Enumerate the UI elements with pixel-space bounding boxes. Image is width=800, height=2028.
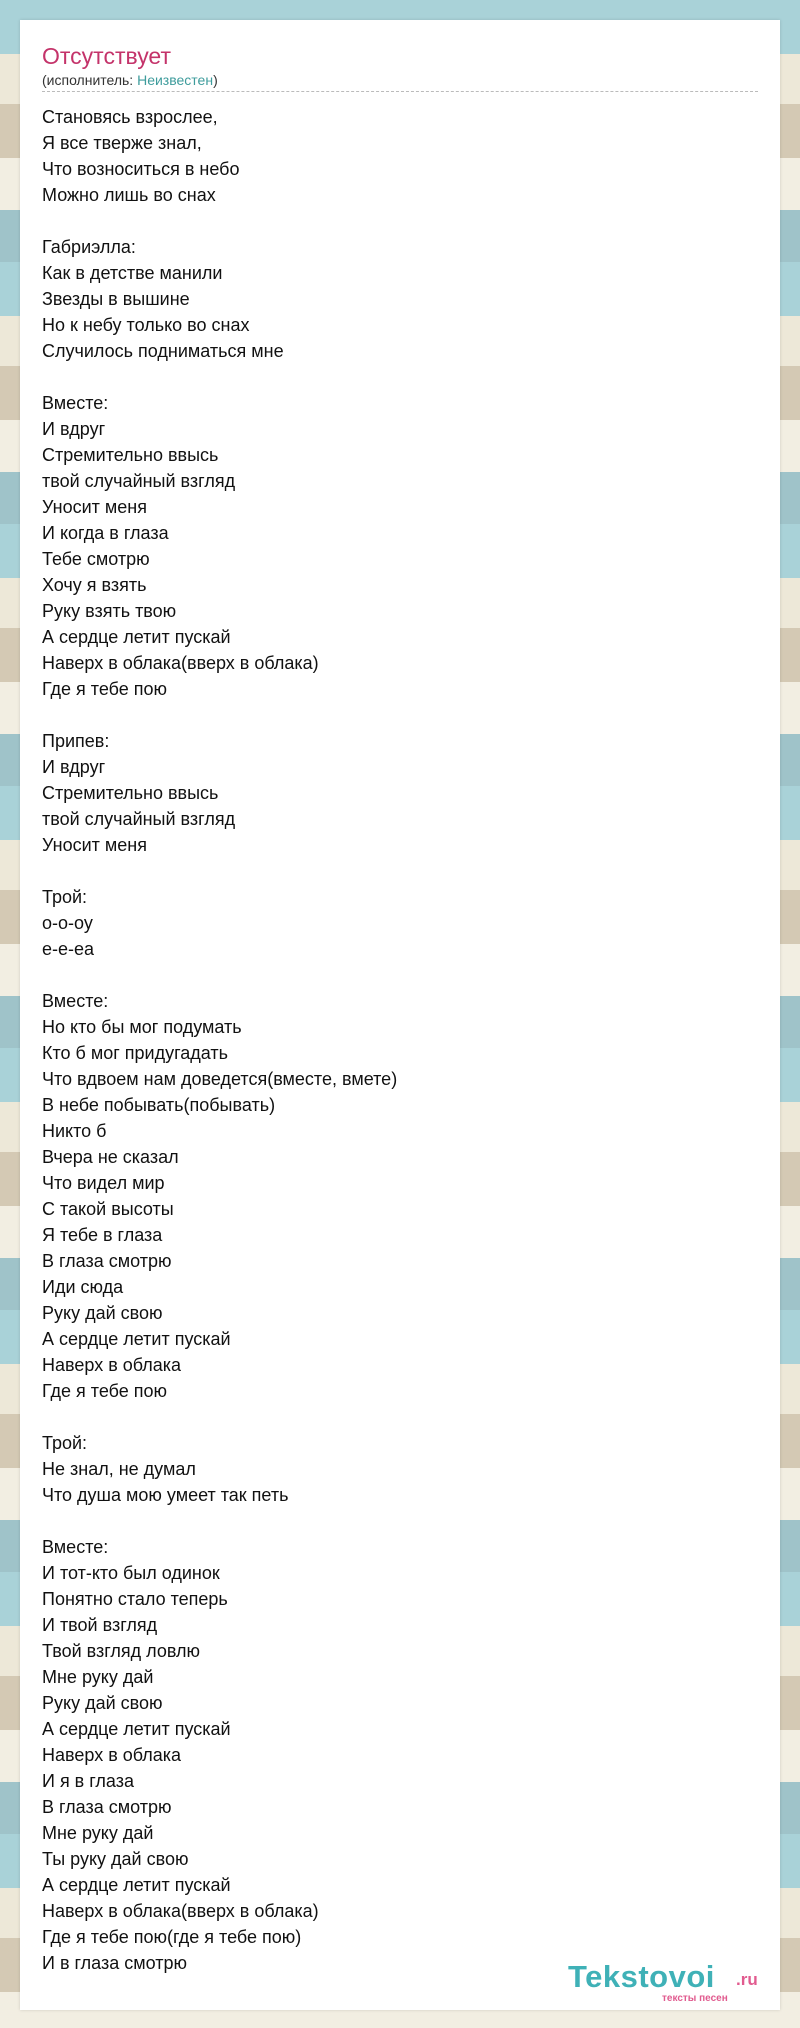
lyrics-blank-line: [42, 364, 758, 390]
lyrics-line: Что вдвоем нам доведется(вместе, вмете): [42, 1069, 398, 1089]
lyrics-line: Уносит меня: [42, 497, 147, 517]
lyrics-blank-line: [42, 208, 758, 234]
lyrics-line: е-е-еа: [42, 939, 95, 959]
lyrics-line: Мне руку дай: [42, 1667, 154, 1687]
lyrics-line: А сердце летит пускай: [42, 1719, 231, 1739]
lyrics-line: Ты руку дай свою: [42, 1849, 189, 1869]
logo-tagline: тексты песен: [662, 1993, 728, 2004]
lyrics-line: Наверх в облака: [42, 1745, 182, 1765]
lyrics-line: Наверх в облака(вверх в облака): [42, 1901, 319, 1921]
lyrics-line: Можно лишь во снах: [42, 185, 216, 205]
lyrics-line: Я тебе в глаза: [42, 1225, 163, 1245]
lyrics-card: [20, 20, 780, 2010]
lyrics-line: Кто б мог придугадать: [42, 1043, 229, 1063]
lyrics-line: Где я тебе пою(где я тебе пою): [42, 1927, 302, 1947]
lyrics-blank-line: [42, 858, 758, 884]
lyrics-line: Где я тебе пою: [42, 1381, 168, 1401]
lyrics-line: Не знал, не думал: [42, 1459, 196, 1479]
lyrics-line: Что возноситься в небо: [42, 159, 240, 179]
lyrics-line: Стремительно ввысь: [42, 783, 219, 803]
lyrics-line: В небе побывать(побывать): [42, 1095, 276, 1115]
lyrics-line: В глаза смотрю: [42, 1797, 172, 1817]
lyrics-line: Наверх в облака(вверх в облака): [42, 653, 319, 673]
lyrics-line: И вдруг: [42, 419, 106, 439]
artist-prefix: (исполнитель:: [42, 72, 138, 88]
title-divider: [42, 91, 758, 92]
lyrics-line: Твой взгляд ловлю: [42, 1641, 201, 1661]
lyrics-blank-line: [42, 1508, 758, 1534]
lyrics-line: Случилось подниматься мне: [42, 341, 284, 361]
lyrics-line: И твой взгляд: [42, 1615, 158, 1635]
artist-line: [42, 71, 218, 89]
lyrics-line: Иди сюда: [42, 1277, 124, 1297]
lyrics-line: Габриэлла:: [42, 237, 136, 257]
lyrics-line: Как в детстве манили: [42, 263, 223, 283]
lyrics-blank-line: [42, 702, 758, 728]
artist-suffix: ): [213, 72, 218, 88]
lyrics-line: И вдруг: [42, 757, 106, 777]
lyrics-line: А сердце летит пускай: [42, 1329, 231, 1349]
lyrics-blank-line: [42, 1404, 758, 1430]
lyrics-line: Трой:: [42, 1433, 88, 1453]
lyrics-line: И когда в глаза: [42, 523, 169, 543]
lyrics-line: Но кто бы мог подумать: [42, 1017, 242, 1037]
lyrics-line: Я все тверже знал,: [42, 133, 202, 153]
lyrics-line: Наверх в облака: [42, 1355, 182, 1375]
lyrics-line: Руку дай свою: [42, 1303, 163, 1323]
lyrics-line: В глаза смотрю: [42, 1251, 172, 1271]
lyrics-line: Что душа мою умеет так петь: [42, 1485, 289, 1505]
lyrics-line: Звезды в вышине: [42, 289, 190, 309]
lyrics-line: Вместе:: [42, 393, 109, 413]
lyrics-line: А сердце летит пускай: [42, 1875, 231, 1895]
lyrics-line: Тебе смотрю: [42, 549, 150, 569]
lyrics-line: Вместе:: [42, 1537, 109, 1557]
lyrics-line: И я в глаза: [42, 1771, 134, 1791]
lyrics-line: Никто б: [42, 1121, 107, 1141]
lyrics-line: И тот-кто был одинок: [42, 1563, 220, 1583]
lyrics-line: Где я тебе пою: [42, 679, 168, 699]
lyrics-line: Мне руку дай: [42, 1823, 154, 1843]
site-logo[interactable]: [568, 1960, 776, 2006]
lyrics-line: С такой высоты: [42, 1199, 174, 1219]
lyrics-line: Вчера не сказал: [42, 1147, 179, 1167]
lyrics-line: Трой:: [42, 887, 88, 907]
lyrics-line: Вместе:: [42, 991, 109, 1011]
artist-link[interactable]: Неизвестен: [137, 72, 214, 88]
lyrics-blank-line: [42, 962, 758, 988]
lyrics-line: Стремительно ввысь: [42, 445, 219, 465]
lyrics-line: Но к небу только во снах: [42, 315, 250, 335]
lyrics-line: И в глаза смотрю: [42, 1953, 187, 1973]
lyrics-line: твой случайный взгляд: [42, 809, 236, 829]
logo-tld: .ru: [736, 1970, 758, 1989]
song-title: Отсутствует: [42, 43, 171, 69]
lyrics-line: Что видел мир: [42, 1173, 165, 1193]
logo-wordmark: Tekstovoi: [568, 1959, 715, 1994]
lyrics-line: твой случайный взгляд: [42, 471, 236, 491]
lyrics-line: Хочу я взять: [42, 575, 147, 595]
lyrics-line: Становясь взрослее,: [42, 107, 218, 127]
lyrics-line: Понятно стало теперь: [42, 1589, 228, 1609]
lyrics-line: Руку взять твою: [42, 601, 177, 621]
lyrics-line: Уносит меня: [42, 835, 147, 855]
lyrics-line: А сердце летит пускай: [42, 627, 231, 647]
lyrics-line: Припев:: [42, 731, 110, 751]
lyrics-line: Руку дай свою: [42, 1693, 163, 1713]
lyrics-text: [42, 104, 758, 1976]
lyrics-line: о-о-оу: [42, 913, 93, 933]
